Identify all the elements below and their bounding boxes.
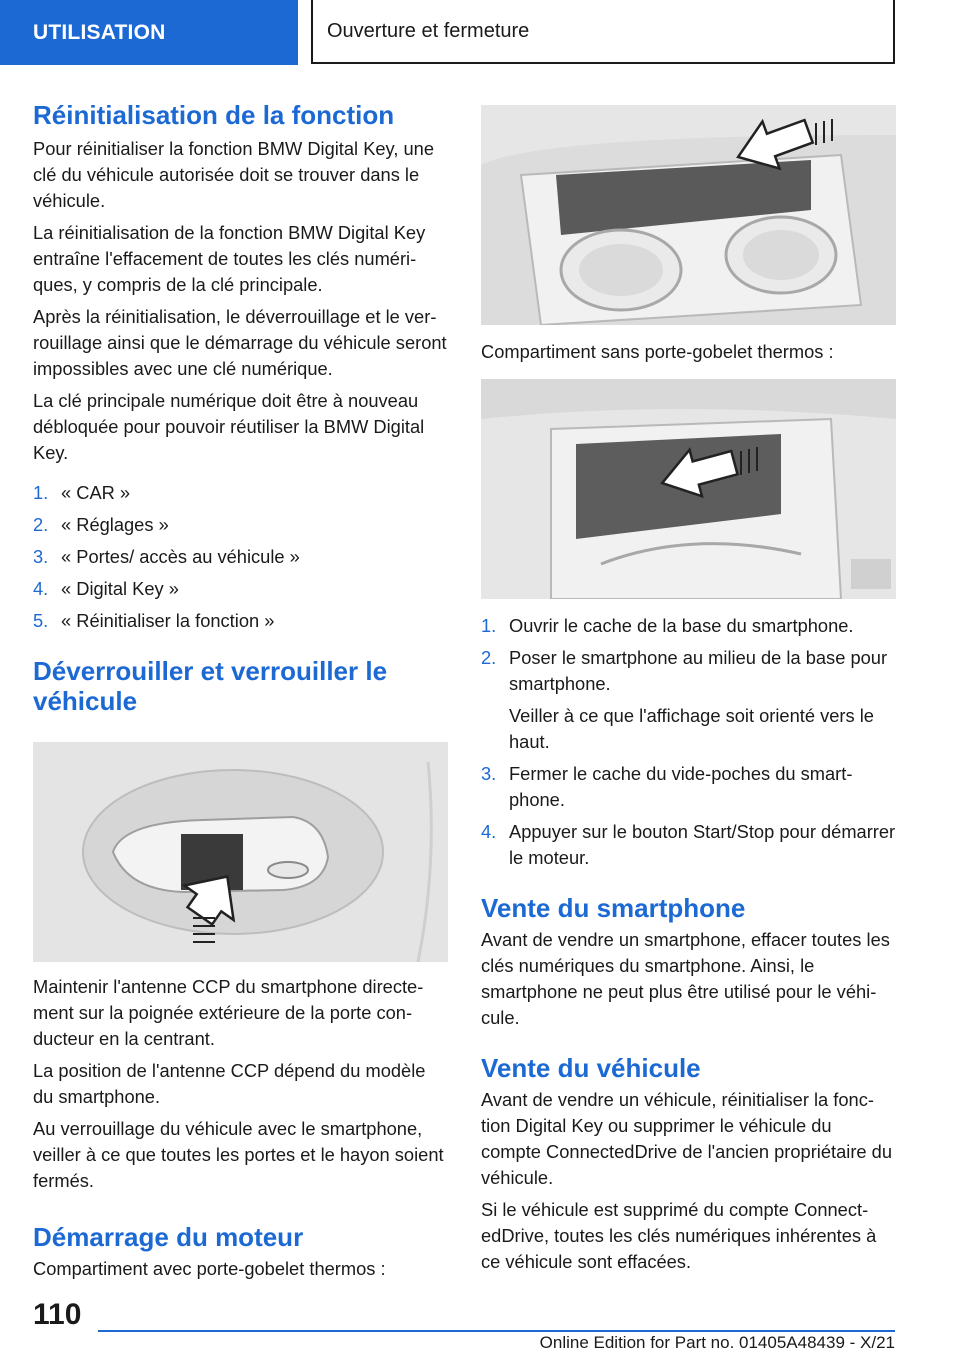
door-handle-illustration <box>33 742 448 962</box>
list-item: 1. Ouvrir le cache de la base du smartphone. <box>481 615 854 636</box>
chapter-tab <box>0 0 298 65</box>
section-header <box>311 0 895 64</box>
reset-paragraph: La réinitialisation de la fonction BMW Digital Key entraîne l'effacement de toutes les clés numériques, y compris de la clé principale. <box>33 222 426 295</box>
console-without-thermos-holder-illustration <box>481 379 896 599</box>
sale-vehicle-paragraph: Avant de vendre un véhicule, réinitialiser la fonction Digital Key ou supprimer le véhicule du compte ConnectedDrive de l'ancien propriétaire du véhicule. <box>481 1089 892 1188</box>
sale-vehicle-heading: Vente du véhicule <box>481 1053 701 1083</box>
list-item: 4. « Digital Key » <box>33 578 179 599</box>
unlock-paragraph: Maintenir l'antenne CCP du smartphone directement sur la poignée extérieure de la porte conducteur en la centrant. <box>33 976 424 1049</box>
start-steps-list <box>481 613 896 871</box>
console-with-thermos-holder-illustration <box>481 105 896 325</box>
list-item: 3. Fermer le cache du vide-poches du smartphone. <box>481 763 853 810</box>
unlock-heading: Déverrouiller et verrouiller le véhicule <box>33 656 388 716</box>
reset-paragraph: Pour réinitialiser la fonction BMW Digital Key, une clé du véhicule autorisée doit se trouver dans le véhicule. <box>33 138 434 211</box>
sale-vehicle-paragraph: Si le véhicule est supprimé du compte ConnectedDrive, toutes les clés numériques inhérentes à ce véhicule sont effacées. <box>481 1199 877 1272</box>
reset-paragraph: Après la réinitialisation, le déverrouillage et le verrouillage ainsi que le démarrage du véhicule seront impossibles avec une clé numérique. <box>33 306 447 379</box>
list-item: 2. Poser le smartphone au milieu de la base pour smartphone. Veiller à ce que l'affichage soit orienté vers le haut. <box>481 645 896 755</box>
page-number: 110 <box>33 1298 82 1331</box>
section-title: Ouverture et fermeture <box>327 19 530 42</box>
start-heading: Démarrage du moteur <box>33 1222 304 1252</box>
reset-heading: Réinitialisation de la fonction <box>33 100 395 130</box>
list-item: 5. « Réinitialiser la fonction » <box>33 610 275 631</box>
sale-phone-heading: Vente du smartphone <box>481 893 746 923</box>
list-item: 2. « Réglages » <box>33 514 169 535</box>
reset-steps-list <box>33 480 448 634</box>
figure-caption: Compartiment sans porte-gobelet thermos : <box>481 341 834 362</box>
unlock-paragraph: La position de l'antenne CCP dépend du modèle du smartphone. <box>33 1060 426 1107</box>
sale-phone-paragraph: Avant de vendre un smartphone, effacer toutes les clés numériques du smartphone. Ainsi, le smartphone ne peut plus être utilisé pour le véhicule. <box>481 929 890 1028</box>
list-item: 1. « CAR » <box>33 482 131 503</box>
chapter-title: UTILISATION <box>33 20 166 44</box>
list-item: 3. « Portes/ accès au véhicule » <box>33 546 300 567</box>
reset-paragraph: La clé principale numérique doit être à nouveau débloquée pour pouvoir réutiliser la BMW Digital Key. <box>33 390 425 463</box>
unlock-paragraph: Au verrouillage du véhicule avec le smartphone, veiller à ce que toutes les portes et le hayon soient fermés. <box>33 1118 444 1191</box>
start-paragraph: Compartiment avec porte-gobelet thermos : <box>33 1258 386 1279</box>
left-column <box>33 100 448 1282</box>
right-column <box>481 105 896 1275</box>
list-item: 4. Appuyer sur le bouton Start/Stop pour démarrer le moteur. <box>481 821 896 868</box>
step-note: Veiller à ce que l'affichage soit orienté vers le haut. <box>509 705 874 752</box>
footer-divider <box>98 1330 895 1332</box>
edition-note: Online Edition for Part no. 01405A48439 - X/21 <box>539 1333 895 1352</box>
